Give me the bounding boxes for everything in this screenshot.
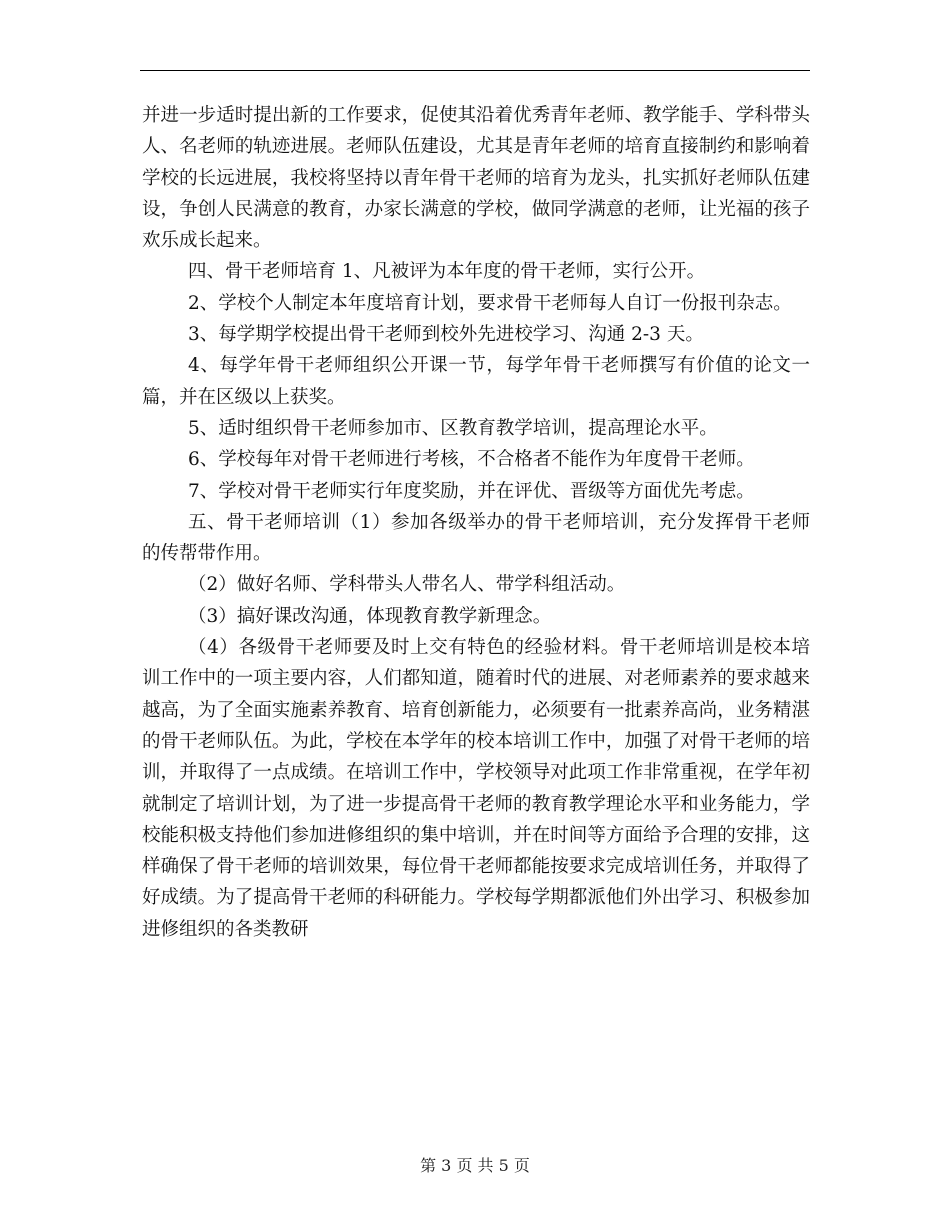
header-rule bbox=[140, 70, 810, 71]
paragraph: 6、学校每年对骨干老师进行考核，不合格者不能作为年度骨干老师。 bbox=[188, 449, 755, 471]
paragraph: （3）搞好课改沟通，体现教育教学新理念。 bbox=[188, 605, 552, 627]
paragraph: 4、每学年骨干老师组织公开课一节，每学年骨干老师撰写有价值的论文一篇，并在区级以上获奖。 bbox=[142, 355, 810, 408]
paragraph: 并进一步适时提出新的工作要求，促使其沿着优秀青年老师、教学能手、学科带头人、名老师的轨迹进展。老师队伍建设，尤其是青年老师的培育直接制约和影响着学校的长远进展，我校将坚持以青年骨干老师的培育为龙头，扎实抓好老师队伍建设，争创人民满意的教育，办家长满意的学校，做同学满意的老师，让光福的孩子欢乐成长起来。 bbox=[142, 105, 810, 252]
page-number-footer: 第 3 页 共 5 页 bbox=[420, 1156, 530, 1175]
paragraph: 五、骨干老师培训（1）参加各级举办的骨干老师培训，充分发挥骨干老师的传帮带作用。 bbox=[142, 511, 810, 565]
paragraph: 四、骨干老师培育 1、凡被评为本年度的骨干老师，实行公开。 bbox=[188, 261, 706, 283]
document-body bbox=[142, 100, 810, 945]
paragraph: 5、适时组织骨干老师参加市、区教育教学培训，提高理论水平。 bbox=[188, 417, 718, 439]
paragraph: （2）做好名师、学科带头人带名人、带学科组活动。 bbox=[188, 574, 626, 596]
paragraph: （4）各级骨干老师要及时上交有特色的经验材料。骨干老师培训是校本培训工作中的一项主要内容，人们都知道，随着时代的进展、对老师素养的要求越来越高，为了全面实施素养教育、培育创新能力，必须要有一批素养高尚，业务精湛的骨干老师队伍。为此，学校在本学年的校本培训工作中，加强了对骨干老师的培训，并取得了一点成绩。在培训工作中，学校领导对此项工作非常重视，在学年初就制定了培训计划，为了进一步提高骨干老师的教育教学理论水平和业务能力，学校能积极支持他们参加进修组织的集中培训，并在时间等方面给予合理的安排，这样确保了骨干老师的培训效果，每位骨干老师都能按要求完成培训任务，并取得了好成绩。为了提高骨干老师的科研能力。学校每学期都派他们外出学习、积极参加进修组织的各类教研 bbox=[142, 637, 810, 940]
paragraph: 3、每学期学校提出骨干老师到校外先进校学习、沟通 2-3 天。 bbox=[188, 324, 704, 346]
paragraph: 7、学校对骨干老师实行年度奖励，并在评优、晋级等方面优先考虑。 bbox=[188, 480, 755, 502]
paragraph: 2、学校个人制定本年度培育计划，要求骨干老师每人自订一份报刊杂志。 bbox=[188, 292, 792, 314]
